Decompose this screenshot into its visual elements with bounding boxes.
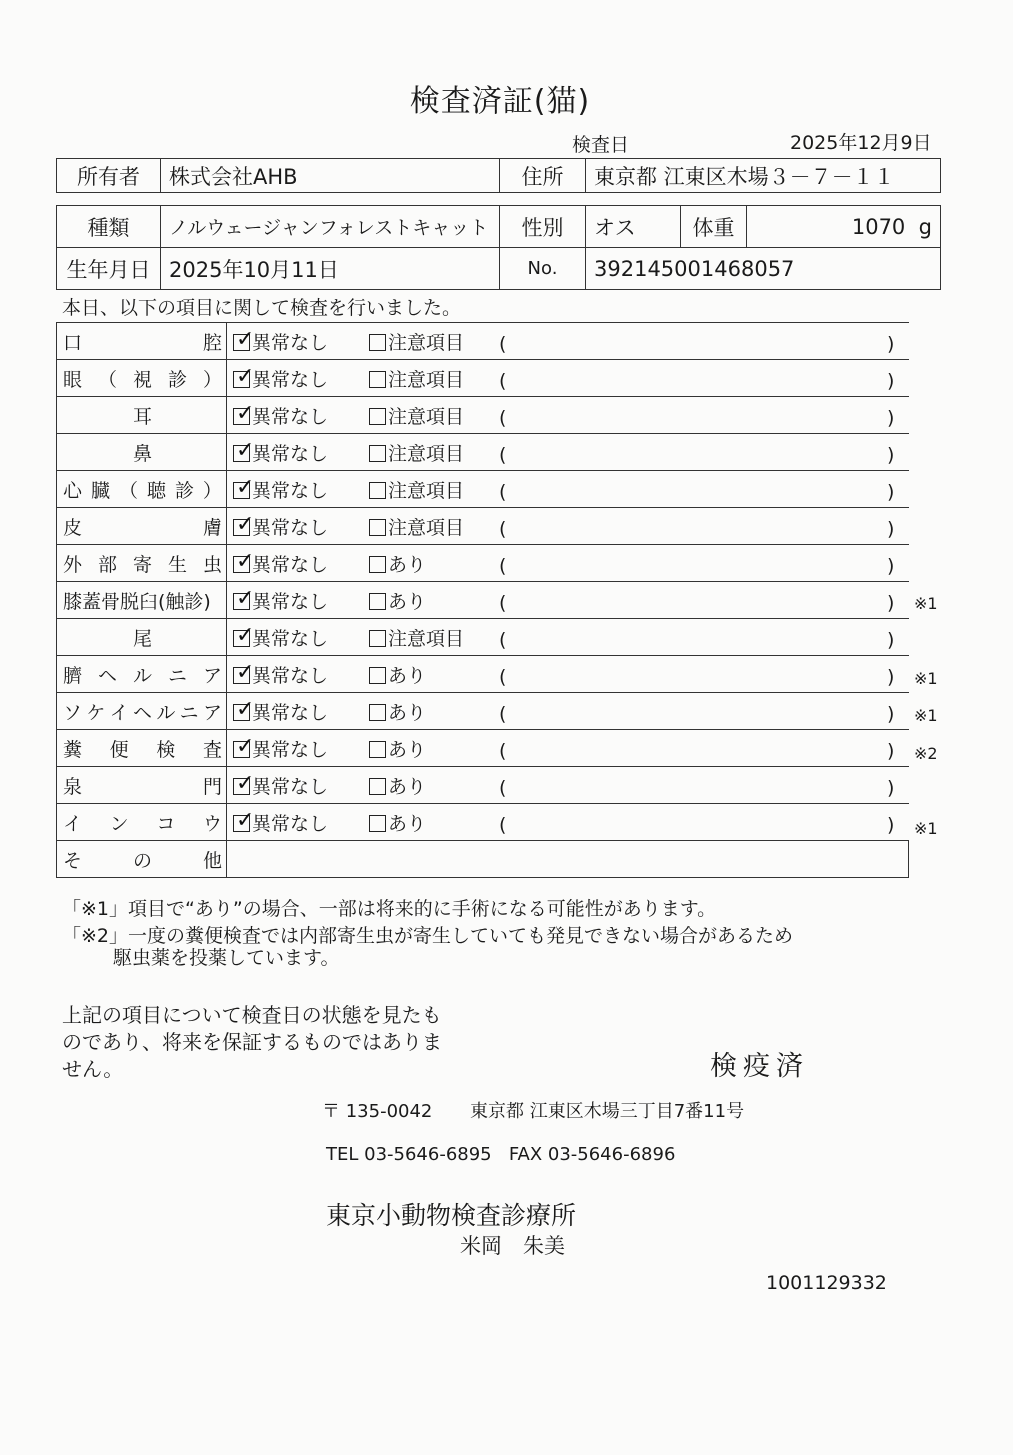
- normal-label: 異常なし: [252, 331, 329, 354]
- remarks-open-paren: (: [499, 665, 507, 688]
- exam-item-char: 泉: [63, 775, 83, 798]
- exam-item-char: 検: [156, 738, 176, 761]
- check-mark-icon: ✓: [236, 696, 255, 722]
- normal-checkbox[interactable]: [233, 474, 255, 500]
- remarks-close-paren: ): [887, 480, 895, 503]
- normal-label: 異常なし: [252, 553, 329, 576]
- exam-item-label: [57, 767, 227, 804]
- finding-checkbox[interactable]: [369, 445, 386, 462]
- exam-table: [56, 322, 909, 878]
- exam-row: [57, 397, 909, 434]
- remarks-open-paren: (: [499, 517, 507, 540]
- normal-checkbox[interactable]: [233, 437, 255, 463]
- finding-option[interactable]: [369, 624, 499, 651]
- exam-item-char: （: [97, 368, 117, 391]
- normal-option[interactable]: [227, 365, 369, 392]
- finding-checkbox[interactable]: [369, 815, 386, 832]
- finding-option[interactable]: [369, 365, 499, 392]
- address-value: 東京都 江東区木場３－７－１１: [586, 159, 941, 193]
- exam-item-char: ヘ: [97, 664, 117, 687]
- check-mark-icon: ✓: [236, 326, 255, 352]
- exam-row: [57, 767, 909, 804]
- normal-label: 異常なし: [252, 738, 329, 761]
- exam-row: [57, 323, 909, 360]
- page-title: 検査済証(猫): [409, 84, 591, 119]
- exam-item-char: 診: [167, 368, 187, 391]
- finding-checkbox[interactable]: [369, 482, 386, 499]
- owner-value: 株式会社AHB: [161, 159, 500, 193]
- exam-item-label: [57, 508, 227, 545]
- exam-item-char: （: [118, 479, 138, 502]
- finding-option[interactable]: [369, 328, 499, 355]
- exam-item-label: [57, 693, 227, 730]
- exam-item-label: [57, 323, 227, 360]
- exam-row: [57, 693, 909, 730]
- remarks-open-paren: (: [499, 776, 507, 799]
- remarks-close-paren: ): [887, 517, 895, 540]
- remarks-open-paren: (: [499, 813, 507, 836]
- normal-label: 異常なし: [252, 479, 329, 502]
- normal-checkbox[interactable]: [233, 807, 255, 833]
- pet-info-table: [56, 205, 941, 290]
- exam-item-char: ル: [132, 664, 152, 687]
- signer-name: 米岡 朱美: [460, 1234, 565, 1258]
- exam-item-char: そ: [63, 849, 83, 872]
- finding-option[interactable]: [369, 439, 499, 466]
- finding-option[interactable]: [369, 550, 499, 577]
- finding-checkbox[interactable]: [369, 408, 386, 425]
- exam-item-char: ソ: [63, 701, 83, 724]
- remarks-close-paren: ): [887, 591, 895, 614]
- exam-item-label: [57, 360, 227, 397]
- exam-options: [227, 508, 909, 545]
- exam-item-char: 査: [202, 738, 222, 761]
- breed-value: ノルウェージャンフォレストキャット: [161, 206, 500, 248]
- finding-option[interactable]: [369, 587, 499, 614]
- normal-label: 異常なし: [252, 775, 329, 798]
- finding-label: あり: [388, 738, 427, 761]
- remarks-close-paren: ): [887, 813, 895, 836]
- exam-item-char: ン: [109, 812, 129, 835]
- exam-row: [57, 360, 909, 397]
- remarks-open-paren: (: [499, 554, 507, 577]
- finding-label: 注意項目: [388, 516, 465, 539]
- normal-option[interactable]: [227, 476, 369, 503]
- finding-label: あり: [388, 553, 427, 576]
- exam-options: [227, 434, 909, 471]
- finding-option[interactable]: [369, 735, 499, 762]
- normal-option[interactable]: [227, 772, 369, 799]
- normal-checkbox[interactable]: [233, 659, 255, 685]
- remarks-open-paren: (: [499, 702, 507, 725]
- weight-value: 1070: [851, 214, 906, 239]
- exam-note-marker: ※1: [914, 668, 938, 688]
- exam-row: [57, 471, 909, 508]
- finding-option[interactable]: [369, 809, 499, 836]
- finding-label: 注意項目: [388, 331, 465, 354]
- finding-checkbox[interactable]: [369, 334, 386, 351]
- exam-item-char: 膝蓋骨脱臼(触診): [63, 590, 211, 613]
- birthdate-value: 2025年10月11日: [161, 248, 500, 290]
- exam-item-char: 臓: [90, 479, 110, 502]
- finding-label: 注意項目: [388, 479, 465, 502]
- normal-label: 異常なし: [252, 368, 329, 391]
- check-mark-icon: ✓: [236, 363, 255, 389]
- birthdate-label: 生年月日: [57, 248, 161, 290]
- normal-checkbox[interactable]: [233, 400, 255, 426]
- exam-item-char: 鼻: [132, 442, 152, 465]
- normal-option[interactable]: [227, 624, 369, 651]
- exam-item-label: [57, 434, 227, 471]
- finding-label: あり: [388, 775, 427, 798]
- exam-options: [227, 360, 909, 397]
- normal-label: 異常なし: [252, 405, 329, 428]
- normal-option[interactable]: [227, 809, 369, 836]
- exam-item-char: ニ: [179, 701, 199, 724]
- owner-table: [56, 158, 941, 193]
- remarks-open-paren: (: [499, 480, 507, 503]
- exam-row: [57, 730, 909, 767]
- check-mark-icon: ✓: [236, 807, 255, 833]
- normal-checkbox[interactable]: [233, 733, 255, 759]
- finding-checkbox[interactable]: [369, 593, 386, 610]
- exam-row-other: [57, 841, 909, 878]
- footnote-1: 「※1」項目で“あり”の場合、一部は将来的に手術になる可能性があります。: [62, 898, 717, 920]
- finding-checkbox[interactable]: [369, 556, 386, 573]
- tel-number: TEL 03-5646-6895: [326, 1144, 492, 1165]
- finding-option[interactable]: [369, 513, 499, 540]
- normal-label: 異常なし: [252, 812, 329, 835]
- exam-item-char: 臍: [63, 664, 83, 687]
- remarks-open-paren: (: [499, 406, 507, 429]
- exam-options: [227, 582, 909, 619]
- exam-item-char: 外: [63, 553, 83, 576]
- exam-note-marker: ※1: [914, 818, 938, 838]
- check-mark-icon: ✓: [236, 474, 255, 500]
- number-label: No.: [500, 248, 586, 290]
- owner-label: 所有者: [57, 159, 161, 193]
- remarks-close-paren: ): [887, 406, 895, 429]
- exam-item-label: [57, 804, 227, 841]
- exam-row: [57, 508, 909, 545]
- exam-row: [57, 545, 909, 582]
- exam-options: [227, 471, 909, 508]
- exam-item-char: ア: [202, 701, 222, 724]
- finding-label: 注意項目: [388, 405, 465, 428]
- exam-item-label: [57, 730, 227, 767]
- finding-checkbox[interactable]: [369, 371, 386, 388]
- exam-options: [227, 693, 909, 730]
- exam-item-char: ケ: [86, 701, 106, 724]
- exam-item-char: の: [132, 849, 152, 872]
- remarks-open-paren: (: [499, 628, 507, 651]
- exam-item-char: 寄: [132, 553, 152, 576]
- exam-row: [57, 582, 909, 619]
- exam-item-char: 心: [63, 479, 83, 502]
- finding-checkbox[interactable]: [369, 778, 386, 795]
- exam-options: [227, 545, 909, 582]
- normal-checkbox[interactable]: [233, 585, 255, 611]
- check-mark-icon: ✓: [236, 733, 255, 759]
- exam-row: [57, 619, 909, 656]
- exam-row: [57, 434, 909, 471]
- finding-option[interactable]: [369, 476, 499, 503]
- finding-label: あり: [388, 664, 427, 687]
- intro-text: 本日、以下の項目に関して検査を行いました。: [62, 297, 462, 319]
- finding-checkbox[interactable]: [369, 741, 386, 758]
- exam-item-label: [57, 582, 227, 619]
- exam-item-char: 皮: [63, 516, 83, 539]
- exam-options: [227, 397, 909, 434]
- normal-checkbox[interactable]: [233, 770, 255, 796]
- normal-option[interactable]: [227, 439, 369, 466]
- remarks-open-paren: (: [499, 591, 507, 614]
- normal-checkbox[interactable]: [233, 696, 255, 722]
- check-mark-icon: ✓: [236, 659, 255, 685]
- clinic-address: 東京都 江東区木場三丁目7番11号: [470, 1101, 745, 1122]
- exam-item-char: イ: [109, 701, 129, 724]
- exam-options: [227, 323, 909, 360]
- exam-item-char: 膚: [202, 516, 222, 539]
- normal-checkbox[interactable]: [233, 326, 255, 352]
- exam-item-label: [57, 656, 227, 693]
- exam-item-char: ）: [202, 479, 222, 502]
- normal-option[interactable]: [227, 735, 369, 762]
- exam-item-char: ヘ: [132, 701, 152, 724]
- exam-item-char: 聴: [146, 479, 166, 502]
- normal-option[interactable]: [227, 328, 369, 355]
- exam-item-char: 糞: [63, 738, 83, 761]
- exam-row: [57, 804, 909, 841]
- clinic-name: 東京小動物検査診療所: [326, 1201, 577, 1230]
- exam-options: [227, 767, 909, 804]
- finding-option[interactable]: [369, 402, 499, 429]
- exam-item-label: [57, 397, 227, 434]
- remarks-close-paren: ): [887, 739, 895, 762]
- normal-option[interactable]: [227, 661, 369, 688]
- exam-item-char: 他: [202, 849, 222, 872]
- quarantine-stamp: 検疫済: [710, 1051, 809, 1082]
- exam-note-marker: ※1: [914, 706, 938, 725]
- exam-item-char: 便: [109, 738, 129, 761]
- breed-label: 種類: [57, 206, 161, 248]
- normal-label: 異常なし: [252, 627, 329, 650]
- sex-value: オス: [586, 206, 681, 248]
- normal-label: 異常なし: [252, 516, 329, 539]
- finding-label: 注意項目: [388, 442, 465, 465]
- exam-item-char: 部: [97, 553, 117, 576]
- closing-statement: 上記の項目について検査日の状態を見たものであり、将来を保証するものではありません。: [62, 1003, 442, 1081]
- finding-label: 注意項目: [388, 627, 465, 650]
- normal-label: 異常なし: [252, 442, 329, 465]
- weight-label: 体重: [681, 206, 747, 248]
- finding-option[interactable]: [369, 698, 499, 725]
- remarks-close-paren: ): [887, 665, 895, 688]
- exam-item-char: 眼: [63, 368, 83, 391]
- finding-checkbox[interactable]: [369, 667, 386, 684]
- check-mark-icon: ✓: [236, 770, 255, 796]
- clinic-phone: [326, 1144, 675, 1165]
- remarks-open-paren: (: [499, 443, 507, 466]
- exam-item-char: ル: [156, 701, 176, 724]
- normal-label: 異常なし: [252, 664, 329, 687]
- normal-checkbox[interactable]: [233, 363, 255, 389]
- exam-item-char: ）: [202, 368, 222, 391]
- exam-item-char: 生: [167, 553, 187, 576]
- exam-item-char: 診: [174, 479, 194, 502]
- normal-option[interactable]: [227, 587, 369, 614]
- exam-item-label: [57, 471, 227, 508]
- finding-label: あり: [388, 701, 427, 724]
- exam-row: [57, 656, 909, 693]
- exam-options: [227, 730, 909, 767]
- exam-item-char: 口: [63, 331, 83, 354]
- normal-checkbox[interactable]: [233, 622, 255, 648]
- exam-options: [227, 804, 909, 841]
- normal-label: 異常なし: [252, 701, 329, 724]
- exam-date-value: 2025年12月9日: [790, 132, 932, 154]
- normal-checkbox[interactable]: [233, 548, 255, 574]
- weight-cell: [747, 206, 941, 248]
- remarks-close-paren: ): [887, 332, 895, 355]
- exam-date-label: 検査日: [572, 134, 630, 156]
- finding-option[interactable]: [369, 661, 499, 688]
- normal-option[interactable]: [227, 550, 369, 577]
- serial-number: 1001129332: [766, 1272, 887, 1294]
- footnote-2: 「※2」一度の糞便検査では内部寄生虫が寄生していても発見できない場合があるため: [62, 925, 794, 947]
- remarks-close-paren: ): [887, 702, 895, 725]
- normal-option[interactable]: [227, 698, 369, 725]
- exam-item-char: イ: [63, 812, 83, 835]
- normal-option[interactable]: [227, 402, 369, 429]
- remarks-close-paren: ): [887, 443, 895, 466]
- exam-item-char: 虫: [202, 553, 222, 576]
- remarks-close-paren: ): [887, 628, 895, 651]
- sex-label: 性別: [500, 206, 586, 248]
- exam-item-char: コ: [156, 812, 176, 835]
- exam-item-char: 尾: [132, 627, 152, 650]
- exam-item-char: 耳: [132, 405, 152, 428]
- finding-checkbox[interactable]: [369, 630, 386, 647]
- exam-item-char: 門: [202, 775, 222, 798]
- remarks-open-paren: (: [499, 369, 507, 392]
- normal-option[interactable]: [227, 513, 369, 540]
- finding-label: あり: [388, 590, 427, 613]
- check-mark-icon: ✓: [236, 622, 255, 648]
- fax-number: FAX 03-5646-6896: [508, 1144, 676, 1165]
- number-value: 392145001468057: [586, 248, 941, 290]
- normal-checkbox[interactable]: [233, 511, 255, 537]
- exam-item-char: 腔: [202, 331, 222, 354]
- finding-option[interactable]: [369, 772, 499, 799]
- remarks-close-paren: ): [887, 369, 895, 392]
- exam-item-char: ニ: [167, 664, 187, 687]
- exam-options: [227, 656, 909, 693]
- exam-item-label: [57, 619, 227, 656]
- exam-note-marker: ※1: [914, 593, 938, 613]
- check-mark-icon: ✓: [236, 400, 255, 426]
- exam-item-char: ウ: [202, 812, 222, 835]
- remarks-close-paren: ): [887, 776, 895, 799]
- footnote-2-continued: 駆虫薬を投薬しています。: [113, 947, 340, 969]
- check-mark-icon: ✓: [236, 548, 255, 574]
- weight-unit: g: [918, 214, 932, 239]
- exam-item-label: [57, 545, 227, 582]
- remarks-close-paren: ): [887, 554, 895, 577]
- other-remarks: [227, 841, 909, 878]
- remarks-open-paren: (: [499, 332, 507, 355]
- check-mark-icon: ✓: [236, 585, 255, 611]
- finding-label: あり: [388, 812, 427, 835]
- check-mark-icon: ✓: [236, 511, 255, 537]
- exam-item-label: [57, 841, 227, 878]
- address-label: 住所: [500, 159, 586, 193]
- finding-label: 注意項目: [388, 368, 465, 391]
- exam-options: [227, 619, 909, 656]
- exam-note-marker: ※2: [914, 743, 938, 763]
- finding-checkbox[interactable]: [369, 519, 386, 536]
- normal-label: 異常なし: [252, 590, 329, 613]
- exam-item-char: 視: [132, 368, 152, 391]
- finding-checkbox[interactable]: [369, 704, 386, 721]
- exam-item-char: ア: [202, 664, 222, 687]
- postal-code: 〒 135-0042: [322, 1101, 433, 1122]
- check-mark-icon: ✓: [236, 437, 255, 463]
- remarks-open-paren: (: [499, 739, 507, 762]
